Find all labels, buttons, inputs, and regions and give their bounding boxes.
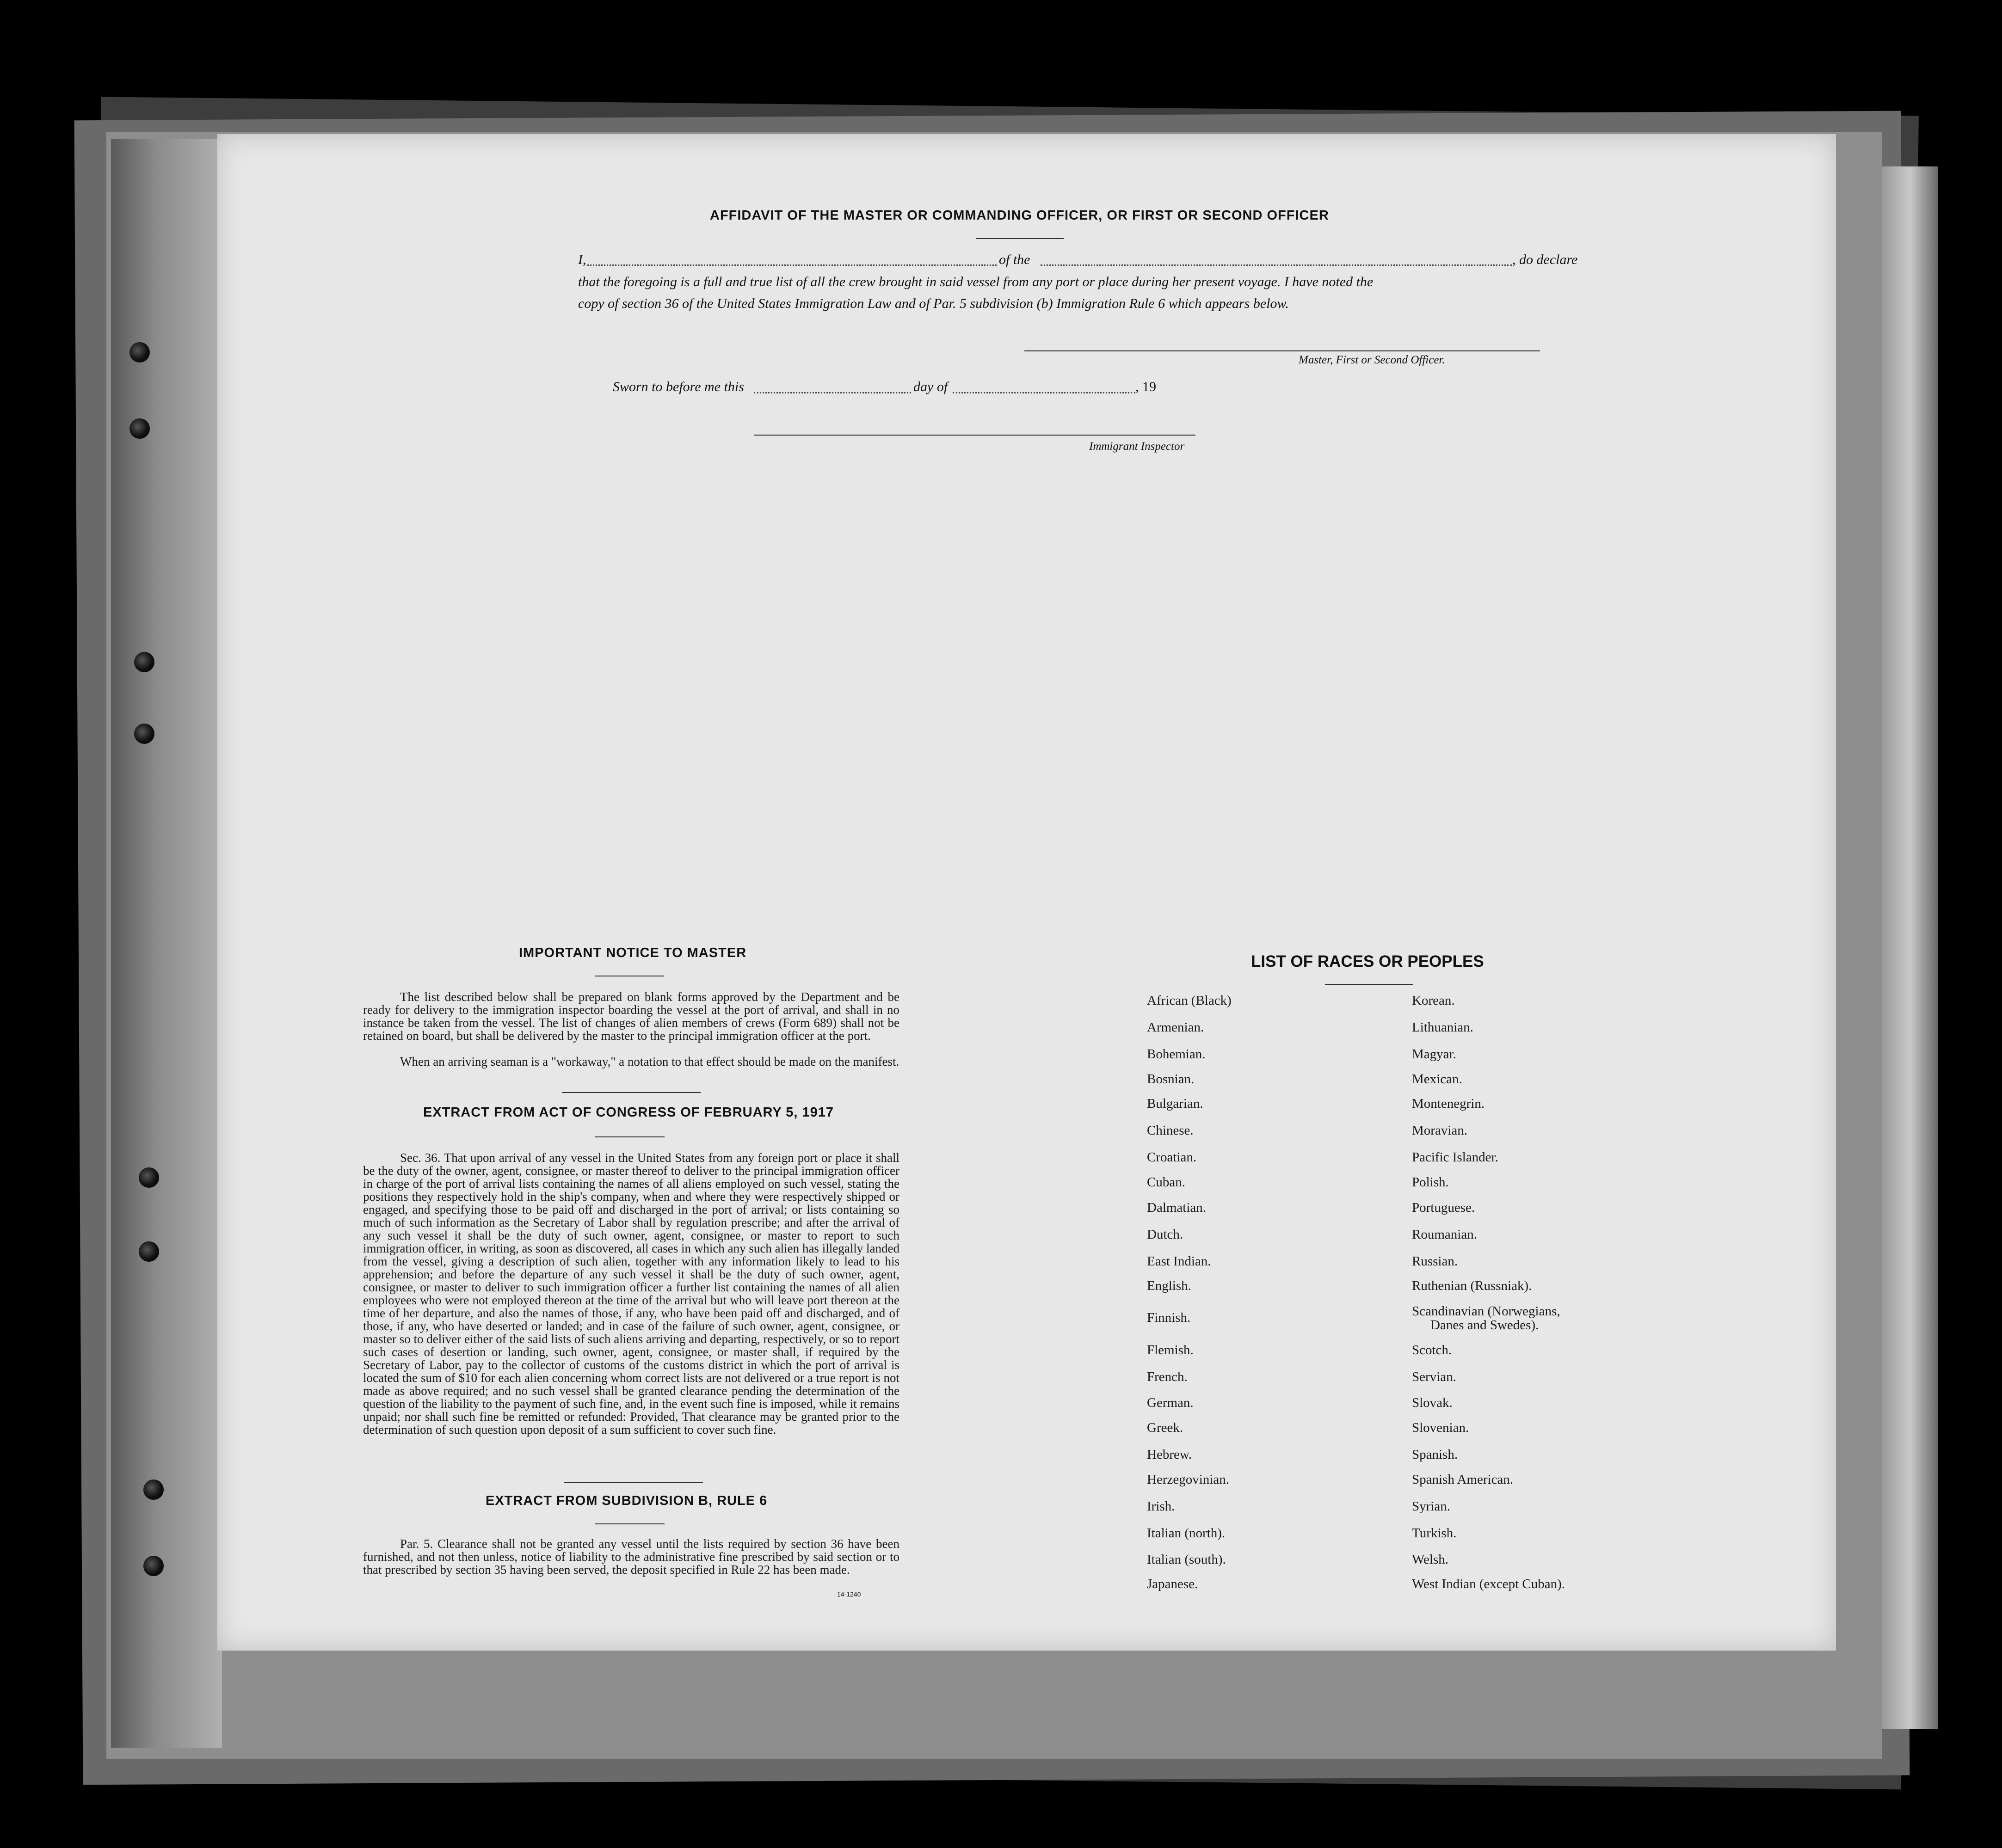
vessel-blank	[1041, 264, 1512, 266]
race-item: Korean.	[1412, 993, 1455, 1008]
race-item: Spanish.	[1412, 1447, 1458, 1462]
extract-act-title: EXTRACT FROM ACT OF CONGRESS OF FEBRUARY 5, 1917	[423, 1105, 834, 1120]
affidavit-line2: that the foregoing is a full and true list of all the crew brought in said vessel from any port or place during her present voyage. I have noted the	[578, 274, 1374, 289]
race-item: Hebrew.	[1147, 1447, 1192, 1462]
race-item: Welsh.	[1412, 1552, 1449, 1567]
notice-title: IMPORTANT NOTICE TO MASTER	[519, 945, 747, 960]
sworn-day-of: day of	[913, 379, 948, 394]
title-rule	[595, 1523, 665, 1524]
race-item: Armenian.	[1147, 1020, 1204, 1035]
form-number: 14-1240	[837, 1590, 861, 1598]
race-item: Spanish American.	[1412, 1472, 1514, 1487]
race-item: Cuban.	[1147, 1175, 1185, 1190]
race-item: Finnish.	[1147, 1310, 1191, 1325]
race-item: Russian.	[1412, 1254, 1458, 1269]
race-item: Flemish.	[1147, 1343, 1194, 1357]
race-item: English.	[1147, 1278, 1191, 1293]
race-item: Syrian.	[1412, 1499, 1450, 1514]
document-page	[217, 134, 1836, 1651]
sworn-prefix: Sworn to before me this	[613, 379, 744, 394]
section-rule	[562, 1092, 701, 1093]
extract-rule-title: EXTRACT FROM SUBDIVISION B, RULE 6	[486, 1493, 768, 1508]
affidavit-line3: copy of section 36 of the United States Immigration Law and of Par. 5 subdivision (b) Immigration Rule 6 which appears below.	[578, 296, 1289, 311]
binder-hole	[143, 1556, 164, 1576]
race-item: Irish.	[1147, 1499, 1175, 1514]
section-rule	[564, 1482, 703, 1483]
name-blank	[587, 264, 997, 266]
affidavit-title: AFFIDAVIT OF THE MASTER OR COMMANDING OFFICER, OR FIRST OR SECOND OFFICER	[710, 208, 1329, 223]
binder-hole	[129, 418, 150, 439]
race-item: Herzegovinian.	[1147, 1472, 1229, 1487]
inspector-caption: Immigrant Inspector	[1089, 440, 1185, 453]
race-item: Portuguese.	[1412, 1200, 1475, 1215]
affidavit-line1-suffix: , do declare	[1512, 252, 1578, 267]
race-item: Mexican.	[1412, 1072, 1462, 1087]
race-item: Scotch.	[1412, 1343, 1452, 1357]
race-item: Chinese.	[1147, 1123, 1194, 1138]
race-item: Croatian.	[1147, 1150, 1197, 1165]
race-item: Italian (north).	[1147, 1526, 1226, 1541]
race-item: African (Black)	[1147, 993, 1232, 1008]
extract-rule-body: Par. 5. Clearance shall not be granted any vessel until the lists required by section 36 have been furnished, and not then unless, notice of liability to the administrative fine prescribed by said section or to that prescribed by section 35 having been served, the deposit specified in Rule 22 has been made.	[363, 1537, 899, 1577]
race-item: Bosnian.	[1147, 1072, 1195, 1087]
race-item-continuation: Danes and Swedes).	[1430, 1318, 1539, 1332]
binder-hole	[129, 342, 150, 362]
sworn-day-blank	[754, 392, 911, 393]
race-item: Turkish.	[1412, 1526, 1457, 1541]
race-item: Japanese.	[1147, 1577, 1198, 1591]
race-item: West Indian (except Cuban).	[1412, 1577, 1565, 1591]
extract-act-body: Sec. 36. That upon arrival of any vessel in the United States from any foreign port or place it shall be the duty of the owner, agent, consignee, or master thereof to deliver to the principal immigration officer in charge of the port of arrival lists containing the names of all aliens employed on such vessel, stating the positions they respectively hold in the ship's company, when and where they were respectively shipped or engaged, and specifying those to be paid off and discharged in the port of arrival; or lists containing so much of such information as the Secretary of Labor shall by regulation prescribe; and after the arrival of any such vessel it shall be the duty of such owner, agent, consignee, or master to report to such immigration officer, in writing, as soon as discovered, all cases in which any such alien has illegally landed from the vessel, giving a description of such alien, together with any information likely to lead to his apprehension; and before the departure of any such vessel it shall be the duty of such owner, agent, consignee, or master to deliver to such immigration officer a further list containing the names of all alien employees who were not employed thereon at the time of the arrival but who will leave port thereon at the time of her departure, and also the names of those, if any, who have been paid off and discharged, and of those, if any, who have deserted or landed; and in case of the failure of such owner, agent, consignee, or master so to deliver either of the said lists of such aliens arriving and departing, respectively, or so to report such cases of desertion or landing, such owner, agent, consignee, or master shall, if required by the Secretary of Labor, pay to the collector of customs of the customs district in which the port of arrival is located the sum of $10 for each alien concerning whom correct lists are not delivered or a true report is not made as above required; and no such vessel shall be granted clearance pending the determination of the question of the liability to the payment of such fine, and, in the event such fine is imposed, while it remains unpaid; nor shall such fine be remitted or refunded: Provided, That clearance may be granted prior to the determination of such question upon deposit of a sum sufficient to cover such fine.	[363, 1151, 899, 1437]
race-item: German.	[1147, 1395, 1194, 1410]
title-rule	[595, 1136, 665, 1137]
race-item: Polish.	[1412, 1175, 1449, 1190]
title-rule	[976, 238, 1064, 239]
races-title: LIST OF RACES OR PEOPLES	[1251, 952, 1484, 970]
binder-hole	[143, 1480, 164, 1500]
race-item: Ruthenian (Russniak).	[1412, 1278, 1532, 1293]
race-item: Scandinavian (Norwegians,	[1412, 1304, 1560, 1319]
title-rule	[1325, 984, 1413, 985]
race-item: Magyar.	[1412, 1047, 1456, 1062]
binder-hole	[134, 724, 154, 744]
race-item: Pacific Islander.	[1412, 1150, 1498, 1165]
binder-hole	[134, 652, 154, 672]
race-item: Bulgarian.	[1147, 1096, 1203, 1111]
race-item: Slovak.	[1412, 1395, 1453, 1410]
race-item: Dalmatian.	[1147, 1200, 1207, 1215]
binder-hole	[139, 1241, 159, 1262]
affidavit-line1-prefix: I,	[578, 252, 586, 267]
race-item: French.	[1147, 1369, 1188, 1384]
inspector-signature-line	[754, 435, 1195, 436]
master-signature-line	[1024, 350, 1540, 351]
notice-paragraph-1: The list described below shall be prepared on blank forms approved by the Department and be ready for delivery to the immigration inspector boarding the vessel at the port of arrival, and shall in no instance be taken from the vessel. The list of changes of alien members of crews (Form 689) shall not be retained on board, but shall be delivered by the master to the principal immigration officer at the port.	[363, 990, 899, 1043]
race-item: Italian (south).	[1147, 1552, 1226, 1567]
sworn-month-blank	[953, 392, 1135, 393]
race-item: Lithuanian.	[1412, 1020, 1473, 1035]
page-edge-strip	[1882, 166, 1938, 1729]
page-edge-shadow	[111, 139, 222, 1748]
binder-hole	[139, 1167, 159, 1188]
race-item: Roumanian.	[1412, 1227, 1477, 1242]
notice-paragraph-2: When an arriving seaman is a "workaway," a notation to that effect should be made on the manifest.	[400, 1055, 899, 1068]
race-item: Slovenian.	[1412, 1420, 1469, 1435]
race-item: Montenegrin.	[1412, 1096, 1485, 1111]
sworn-year: , 19	[1135, 379, 1156, 394]
race-item: Moravian.	[1412, 1123, 1467, 1138]
race-item: Dutch.	[1147, 1227, 1183, 1242]
affidavit-line1-of-the: of the	[999, 252, 1030, 267]
master-signature-caption: Master, First or Second Officer.	[1299, 354, 1445, 366]
race-item: Greek.	[1147, 1420, 1183, 1435]
race-item: Servian.	[1412, 1369, 1456, 1384]
race-item: Bohemian.	[1147, 1047, 1206, 1062]
race-item: East Indian.	[1147, 1254, 1211, 1269]
